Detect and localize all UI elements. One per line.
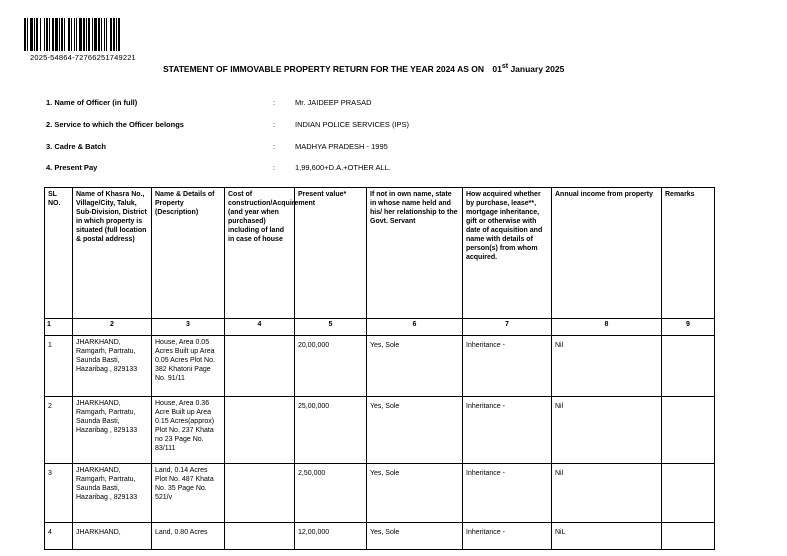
info-value-name: Mr. JAIDEEP PRASAD [295, 98, 372, 107]
header-remarks: Remarks [662, 188, 715, 319]
column-number-row [45, 319, 715, 336]
column-number: 1 [45, 319, 73, 336]
cell-present-value: 12,00,000 [295, 523, 367, 550]
title-text: STATEMENT OF IMMOVABLE PROPERTY RETURN FOR THE YEAR 2024 AS ON [163, 64, 484, 74]
cell-how-acquired: Inheritance - [463, 397, 552, 464]
cell-remarks [662, 336, 715, 397]
info-colon: : [273, 120, 276, 129]
cell-annual-income: Nil [552, 336, 662, 397]
cell-annual-income: Nil [552, 464, 662, 523]
barcode [24, 18, 156, 51]
info-value-pay: 1,99,600+D.A.+OTHER ALL. [295, 163, 391, 172]
info-value-cadre: MADHYA PRADESH - 1995 [295, 142, 388, 151]
cell-cost [225, 397, 295, 464]
property-table [44, 187, 715, 550]
header-how-acquired: How acquired whether by purchase, lease**, mortgage inheritance, gift or otherwise with date of acquisition and name with details of person(s) from whom acquired. [463, 188, 552, 319]
cell-sl: 4 [45, 523, 73, 550]
cell-description: House, Area 0.36 Acre Built up Area 0.15 Acres(approx) Plot No. 237 Khata no 23 Page No. 83/111 [152, 397, 225, 464]
header-annual-income: Annual income from property [552, 188, 662, 319]
column-number: 2 [73, 319, 152, 336]
table-row [45, 464, 715, 523]
cell-held-in-name: Yes, Sole [367, 464, 463, 523]
page-title [163, 64, 564, 74]
header-present-value: Present value* [295, 188, 367, 319]
table-row [45, 523, 715, 550]
cell-held-in-name: Yes, Sole [367, 523, 463, 550]
header-sl: SL NO. [45, 188, 73, 319]
cell-remarks [662, 464, 715, 523]
cell-held-in-name: Yes, Sole [367, 397, 463, 464]
title-day: 01 [492, 64, 502, 74]
info-colon: : [273, 98, 276, 107]
title-date [492, 64, 564, 74]
column-number: 7 [463, 319, 552, 336]
cell-annual-income: NiL [552, 523, 662, 550]
cell-annual-income: Nil [552, 397, 662, 464]
header-location: Name of Khasra No., Village/City, Taluk, Sub-Division, District in which property is situated (full location & postal address) [73, 188, 152, 319]
cell-how-acquired: Inheritance - [463, 523, 552, 550]
cell-location: JHARKHAND, Ramgarh, Partratu, Saunda Basti, Hazaribag , 829133 [73, 397, 152, 464]
title-month-year: January 2025 [510, 64, 565, 74]
cell-present-value: 25,00,000 [295, 397, 367, 464]
column-number: 9 [662, 319, 715, 336]
info-label-pay: 4. Present Pay [46, 163, 98, 172]
info-colon: : [273, 142, 276, 151]
title-day-suffix: st [501, 63, 509, 71]
cell-held-in-name: Yes, Sole [367, 336, 463, 397]
cell-cost [225, 523, 295, 550]
cell-description: Land, 0.80 Acres [152, 523, 225, 550]
table-row [45, 336, 715, 397]
header-description: Name & Details of Property (Description) [152, 188, 225, 319]
header-held-in-name: If not in own name, state in whose name held and his/ her relationship to the Govt. Servant [367, 188, 463, 319]
table-header-row [45, 188, 715, 319]
cell-description: House, Area 0.05 Acres Built up Area 0.05 Acres Plot No. 382 Khatoni Page No. 91/11 [152, 336, 225, 397]
info-label-service: 2. Service to which the Officer belongs [46, 120, 184, 129]
cell-location: JHARKHAND, Ramgarh, Partratu, Saunda Basti, Hazaribag , 829133 [73, 336, 152, 397]
column-number: 8 [552, 319, 662, 336]
cell-sl: 3 [45, 464, 73, 523]
info-label-name: 1. Name of Officer (in full) [46, 98, 138, 107]
header-cost: Cost of construction/Acquirement (and year when purchased) including of land in case of house [225, 188, 295, 319]
cell-remarks [662, 523, 715, 550]
table-row [45, 397, 715, 464]
cell-sl: 2 [45, 397, 73, 464]
cell-sl: 1 [45, 336, 73, 397]
cell-description: Land, 0.14 Acres Plot No. 487 Khata No. 35 Page No. 521/v [152, 464, 225, 523]
barcode-number: 2025-54864-72766251749221 [30, 53, 136, 62]
cell-cost [225, 336, 295, 397]
column-number: 5 [295, 319, 367, 336]
info-colon: : [273, 163, 276, 172]
column-number: 3 [152, 319, 225, 336]
info-label-cadre: 3. Cadre & Batch [46, 142, 107, 151]
column-number: 4 [225, 319, 295, 336]
cell-location: JHARKHAND, Ramgarh, Partratu, Saunda Basti, Hazaribag , 829133 [73, 464, 152, 523]
cell-location: JHARKHAND, [73, 523, 152, 550]
cell-how-acquired: Inheritance - [463, 336, 552, 397]
cell-present-value: 20,00,000 [295, 336, 367, 397]
barcode-bar [118, 18, 120, 51]
column-number: 6 [367, 319, 463, 336]
cell-remarks [662, 397, 715, 464]
info-value-service: INDIAN POLICE SERVICES (IPS) [295, 120, 410, 129]
cell-present-value: 2,50,000 [295, 464, 367, 523]
cell-cost [225, 464, 295, 523]
cell-how-acquired: Inheritance - [463, 464, 552, 523]
